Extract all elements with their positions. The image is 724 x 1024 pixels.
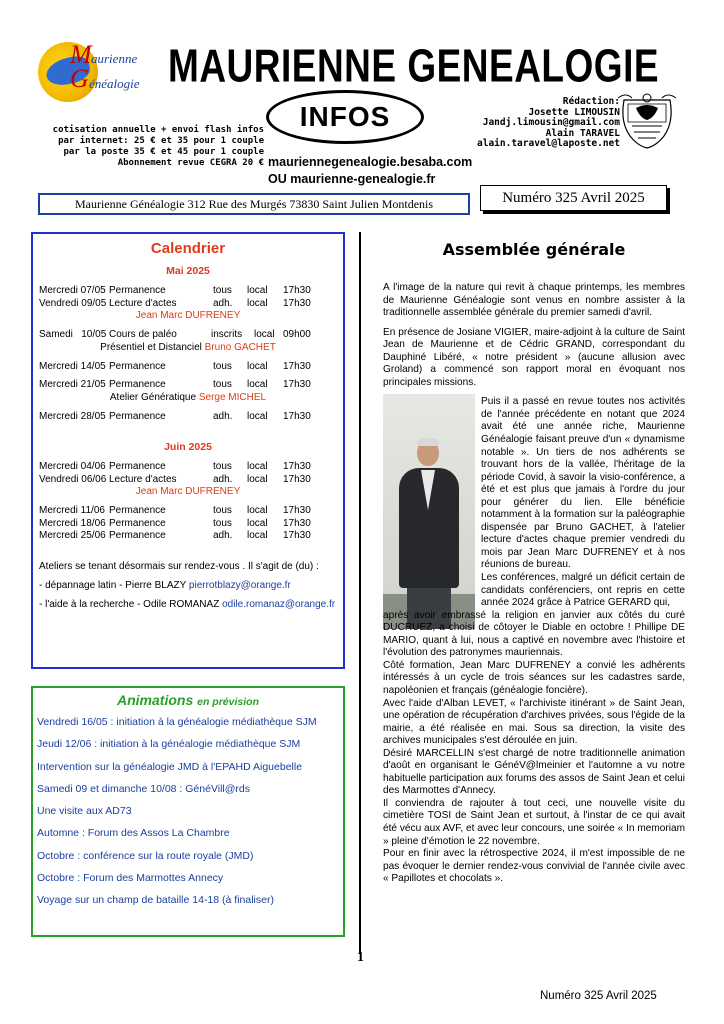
article-paragraph: Pour en finir avec la rétrospective 2024, il m'est impossible de ne pas évoquer le dernier rendez-vous convivial de l'année civile avec « Papillotes et chocolats ». [383, 848, 685, 885]
event-activity: Lecture d'actes [109, 297, 177, 309]
association-logo [36, 36, 166, 108]
calendar-row [33, 530, 343, 543]
event-audience: tous [213, 379, 232, 390]
logo-initial-m: M [70, 40, 92, 69]
website-link-2[interactable]: OU maurienne-genealogie.fr [268, 172, 436, 186]
article-paragraph: Il conviendra de rajouter à tout ceci, une nouvelle visite du cimetière TOSI de Saint Jean et surtout, à l'instar de ce qui avait été vécu aux AVF, et avec leur concours, une soirée « In memoriam » pleine d'émotion le 22 novembre. [383, 797, 685, 847]
note-person: Bruno GACHET [204, 341, 276, 353]
event-time: 09h00 [283, 329, 311, 340]
article-body [383, 282, 685, 886]
event-activity: Permanence [109, 379, 166, 390]
article-paragraph: A l'image de la nature qui revit à chaque printemps, les membres de Maurienne Généalogie sont venus en nombre assister à la traditionnelle assemblée générale du premier samedi d'avril. [383, 282, 685, 319]
fee-line: par internet: 25 € et 35 pour 1 couple [58, 136, 264, 146]
event-audience: tous [213, 461, 232, 472]
note-person: Serge MICHEL [198, 391, 267, 403]
calendar-row [33, 411, 343, 424]
event-date: Mercredi 14/05 [39, 360, 106, 372]
footer-issue: Numéro 325 Avril 2025 [540, 990, 657, 1002]
animations-box [31, 686, 345, 937]
event-audience: tous [213, 285, 232, 296]
calendar-row [33, 505, 343, 518]
event-location: local [247, 410, 268, 422]
event-activity: Permanence [109, 505, 166, 516]
animation-item: Samedi 09 et dimanche 10/08 : GénéVill@rds [37, 782, 251, 795]
calendar-title: Calendrier [150, 240, 226, 257]
event-location: local [247, 379, 268, 390]
editor-email[interactable]: alain.taravel@laposte.net [477, 138, 620, 149]
event-date: Vendredi 06/06 [39, 473, 107, 485]
logo-text-1: aurienne [91, 51, 138, 66]
event-date: Mercredi 04/06 [39, 461, 106, 472]
event-date: Mercredi 21/05 [39, 379, 106, 390]
editorial-contacts [470, 97, 620, 150]
event-time: 17h30 [283, 530, 311, 541]
column-divider [359, 232, 361, 954]
aide-line [33, 599, 343, 610]
event-activity: Permanence [109, 410, 166, 422]
event-audience: tous [213, 517, 232, 529]
event-audience: adh. [213, 530, 233, 541]
event-time: 17h30 [283, 379, 311, 390]
issue-box [480, 185, 667, 211]
event-location: local [247, 461, 268, 472]
event-audience: adh. [213, 410, 233, 422]
calendar-row [33, 361, 343, 374]
animation-item: Automne : Forum des Assos La Chambre [37, 827, 230, 840]
event-audience: adh. [213, 473, 233, 485]
event-note [33, 342, 343, 355]
event-time: 17h30 [283, 473, 311, 485]
event-location: local [254, 329, 275, 340]
event-location: local [247, 297, 268, 309]
event-activity: Permanence [109, 360, 166, 372]
aide-text: - l'aide à la recherche - Odile ROMANAZ [39, 598, 223, 610]
calendar-row [33, 285, 343, 298]
note-text: Présentiel et Distanciel [100, 341, 205, 353]
editor-name: Alain TARAVEL [545, 127, 620, 139]
website-link-1[interactable]: mauriennegenealogie.besaba.com [268, 155, 473, 169]
article-paragraph: Avec l'aide d'Alban LEVET, « l'archiviste itinérant » de Saint Jean, une opération de récupération d'archives privées, sous l'égide de la mairie, a été réalisée en mai. Sous sa direction, la visite des archives municipales s'est déroulée en juin. [383, 697, 685, 747]
animation-item: Octobre : Forum des Marmottes Annecy [37, 872, 224, 885]
event-note [33, 486, 343, 499]
animation-item: Vendredi 16/05 : initiation à la généalogie médiathèque SJM [37, 716, 317, 728]
event-audience: adh. [213, 297, 233, 309]
editor-name: Josette LIMOUSIN [528, 106, 620, 118]
newsletter-title: MAURIENNE GENEALOGIE [168, 40, 660, 92]
depannage-email-link[interactable]: pierrotblazy@orange.fr [188, 579, 291, 591]
event-activity: Permanence [109, 517, 166, 529]
event-location: local [247, 530, 268, 541]
event-audience: tous [213, 505, 232, 516]
article-paragraph: Désiré MARCELLIN s'est chargé de notre traditionnelle animation d'août en organisant le GénéV@lmeinier et l'automne a vu notre habituelle participation aux forums des assos de Saint Jean et celui des Marmottes d'Annecy. [383, 747, 685, 797]
event-date: Mercredi 28/05 [39, 410, 106, 422]
calendar-row [33, 461, 343, 474]
issue-text: Numéro 325 Avril 2025 [502, 189, 645, 206]
editor-email[interactable]: Jandj.limousin@gmail.com [482, 117, 620, 128]
month-title-june: Juin 2025 [164, 441, 212, 453]
membership-fees [36, 125, 264, 169]
animation-item: Intervention sur la généalogie JMD à l'EPAHD Aiguebelle [37, 760, 303, 773]
article-paragraph: Puis il a passé en revue toutes nos activités de l'année précédente en notant que 2024 avait été une année riche, Maurienne Généalogie faisant preuve d'un « dynamisme notable ». Un tiers de nos adhérents se trouvant hors de la vallée, l'héritage de la période Covid, à savoir la visio-conférence, a été et est plus que jamais à l'ordre du jour pour générer du lien. Elle bénéficie notamment à la formation sur la paléographie dispensée par Bruno GACHET, à l'atelier lecture d'actes chaque premier vendredi du mois par Jean Marc DUFRENEY et à nos réunions de bureau. [481, 396, 685, 571]
event-date: Mercredi 18/06 [39, 517, 106, 529]
event-date: Vendredi 09/05 [39, 297, 107, 309]
article-paragraph: Côté formation, Jean Marc DUFRENEY a convié les adhérents intéressés à un cycle de trois séances sur les cadastres sarde, napoléonien et français (généalogie foncière). [383, 659, 685, 696]
event-time: 17h30 [283, 410, 311, 422]
event-location: local [247, 285, 268, 296]
event-date: Mercredi 07/05 [39, 285, 106, 296]
article-paragraph: En présence de Josiane VIGIER, maire-adjoint à la culture de Saint Jean de Maurienne et de Cédric GRAND, correspondant du Dauphiné Libéré, « notre président » (aucune allusion avec Groland) a commencé son rapport moral en évoquant nos principales missions. [383, 326, 685, 388]
event-location: local [247, 360, 268, 372]
event-activity: Cours de paléo [109, 329, 177, 340]
event-audience: inscrits [211, 329, 243, 340]
address-text: Maurienne Généalogie 312 Rue des Murgés 73830 Saint Julien Montdenis [74, 196, 434, 211]
month-title-may: Mai 2025 [166, 265, 210, 277]
animation-item: Jeudi 12/06 : initiation à la généalogie médiathèque SJM [37, 738, 301, 751]
article-paragraph: Les conférences, malgré un déficit certain de candidats conférenciers, ont repris en cette année 2024 grâce à Patrice GERARD qui, [481, 572, 685, 609]
calendar-row [33, 379, 343, 392]
event-note [33, 310, 343, 323]
note-person: Jean Marc DUFRENEY [135, 310, 241, 321]
event-date: Mercredi 25/06 [39, 530, 106, 541]
websites [268, 154, 472, 188]
event-date: Samedi 10/05 [39, 329, 107, 340]
animations-title [33, 692, 343, 708]
article-title: Assemblée générale [442, 240, 626, 259]
article-paragraph: après avoir embrassé la religion en janvier aux côtés du curé DUCRUEZ, a choisi de côtoyer le Diable en octobre ! Phillipe DE MARIO, quant à lui, nous a captivé en novembre avec l'histoire et l'évolution des patronymes mauriennais. [383, 609, 685, 659]
address-box [38, 193, 470, 215]
calendar-row [33, 329, 343, 342]
animations-title-text: Animations [117, 692, 194, 708]
event-time: 17h30 [283, 505, 311, 516]
calendar-row [33, 518, 343, 531]
event-time: 17h30 [283, 517, 311, 529]
event-activity: Lecture d'actes [109, 473, 177, 485]
note-text: Atelier Génératique [109, 391, 199, 403]
event-time: 17h30 [283, 360, 311, 372]
event-location: local [247, 517, 268, 529]
redaction-label: Rédaction: [562, 96, 620, 107]
event-time: 17h30 [283, 285, 311, 296]
infos-ellipse [266, 90, 424, 144]
event-note [33, 392, 343, 405]
animations-subtitle: en prévision [197, 696, 259, 708]
page-number: 1 [357, 950, 364, 965]
calendar-row [33, 474, 343, 487]
event-time: 17h30 [283, 297, 311, 309]
event-location: local [247, 505, 268, 516]
logo-text-2: énéalogie [89, 76, 140, 91]
event-activity: Permanence [109, 530, 166, 541]
depannage-text: - dépannage latin - Pierre BLAZY [39, 579, 189, 591]
coat-of-arms-icon [616, 92, 678, 152]
calendar-box [31, 232, 345, 669]
event-activity: Permanence [109, 285, 166, 296]
event-activity: Permanence [109, 461, 166, 472]
logo-initial-g: G [70, 64, 89, 93]
event-audience: tous [213, 360, 232, 372]
note-person: Jean Marc DUFRENEY [135, 486, 241, 497]
aide-email-link[interactable]: odile.romanaz@orange.fr [222, 598, 336, 610]
calendar-row [33, 298, 343, 311]
fee-line: Abonnement revue CEGRA 20 € [117, 158, 264, 168]
ateliers-text: Ateliers se tenant désormais sur rendez-vous . Il s'agit de (du) : [39, 560, 319, 572]
animation-item: Voyage sur un champ de bataille 14-18 (à finaliser) [37, 894, 274, 907]
depannage-line [33, 580, 343, 591]
animation-item: Une visite aux AD73 [37, 805, 132, 818]
event-time: 17h30 [283, 461, 311, 472]
animation-item: Octobre : conférence sur la route royale (JMD) [37, 849, 254, 862]
infos-label: INFOS [299, 101, 391, 132]
event-location: local [247, 473, 268, 485]
event-date: Mercredi 11/06 [39, 505, 105, 516]
fee-line: cotisation annuelle + envoi flash infos [52, 125, 264, 135]
fee-line: par la poste 35 € et 45 pour 1 couple [63, 147, 264, 157]
